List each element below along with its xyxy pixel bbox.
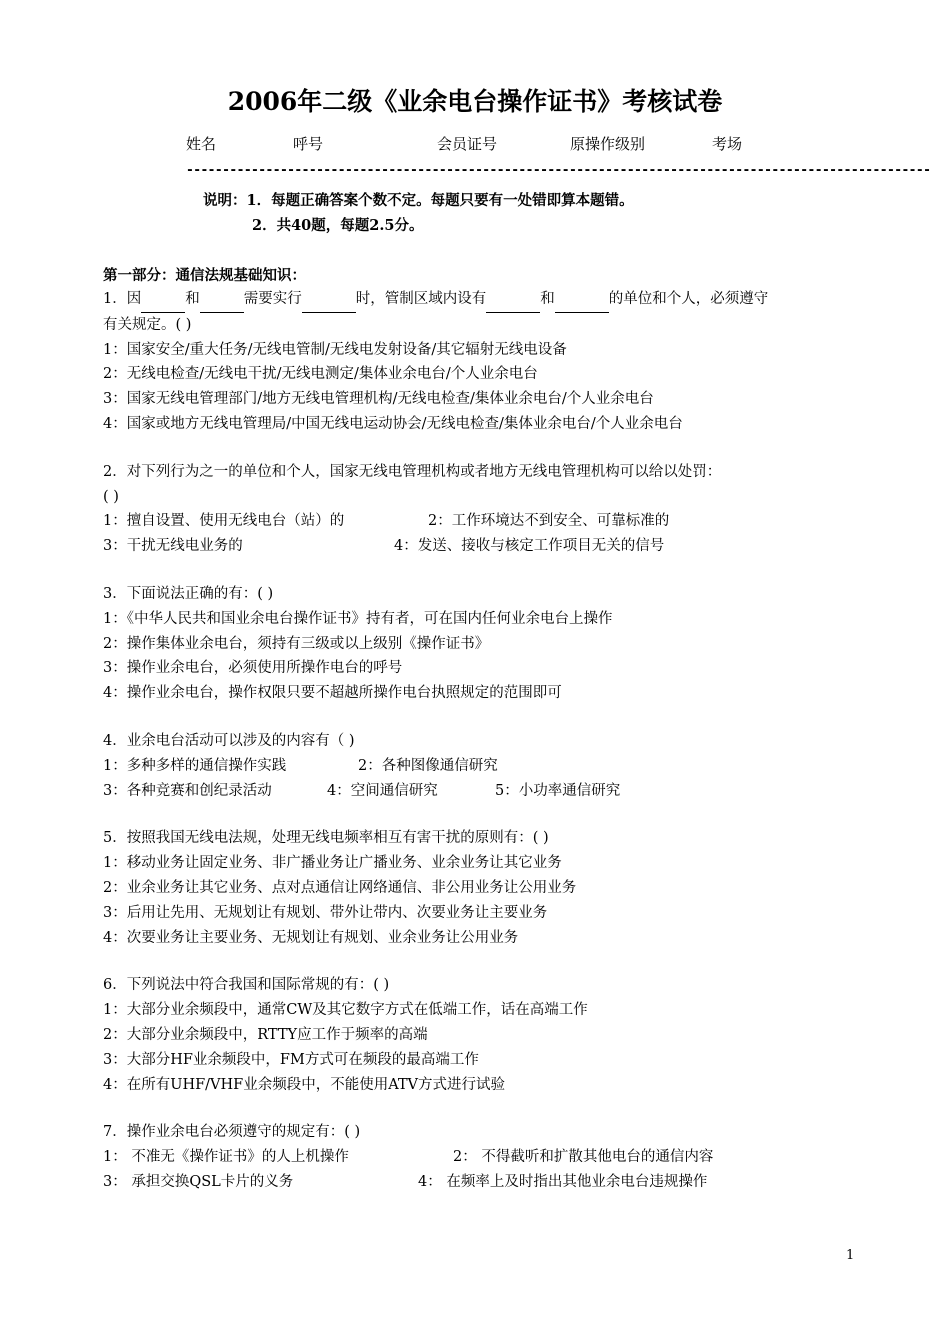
question-1-stem [103,287,863,313]
q1-text-d: 时，管制区域内设有 [355,291,487,307]
q1-option-3: 3：国家无线电管理部门/地方无线电管理机构/无线电检查/集体业余电台/个人业余电台 [103,391,654,408]
q4-option-1: 1：多种多样的通信操作实践 [103,757,287,774]
question-2 [103,460,863,559]
q1-text-c: 需要实行 [243,291,302,307]
q2-options-row-1 [103,509,863,534]
q3-option-1: 1：《中华人民共和国业余电台操作证书》持有者，可在国内任何业余电台上操作 [103,610,613,627]
field-name-label: 姓名 [186,135,217,153]
q7-option-1: 1： 不准无《操作证书》的人上机操作 [103,1149,349,1166]
question-1 [103,287,863,437]
page-number: 1 [846,1248,855,1263]
q7-options-row-2 [103,1170,863,1195]
q5-option-4: 4：次要业务让主要业务、无规划让有规划、业余业务让公用业务 [103,929,519,946]
question-5-stem: 5．按照我国无线电法规，处理无线电频率相互有害干扰的原则有：( ) [103,830,549,847]
q6-option-1: 1：大部分业余频段中，通常CW及其它数字方式在低端工作，话在高端工作 [103,1002,588,1019]
q1-text-f: 的单位和个人，必须遵守 [608,291,769,307]
question-2-paren: ( ) [103,488,119,505]
blank-3 [302,287,356,313]
questions-area [103,287,863,1218]
q4-option-5: 5：小功率通信研究 [495,782,621,799]
question-7 [103,1120,863,1194]
question-3-stem: 3．下面说法正确的有：( ) [103,585,274,602]
q7-option-4: 4： 在频率上及时指出其他业余电台违规操作 [418,1173,708,1190]
q2-option-4: 4：发送、接收与核定工作项目无关的信号 [394,538,665,555]
exam-title: 2006年二级《业余电台操作证书》考核试卷 [227,87,723,116]
q5-option-3: 3：后用让先用、无规划让有规划、带外让带内、次要业务让主要业务 [103,904,548,921]
q4-options-row-2 [103,779,863,804]
question-3 [103,582,863,706]
question-5 [103,826,863,950]
blank-1 [141,287,185,313]
blank-4 [486,287,540,313]
q3-option-2: 2：操作集体业余电台，须持有三级或以上级别《操作证书》 [103,635,490,652]
instructions-line-2: 2．共40题，每题2.5分。 [252,217,424,234]
q1-text-a: 1．因 [103,291,142,307]
q5-option-2: 2：业余业务让其它业务、点对点通信让网络通信、非公用业务让公用业务 [103,879,577,896]
section-heading: 第一部分：通信法规基础知识： [103,267,306,284]
q1-text-b: 和 [185,291,200,307]
q6-option-2: 2：大部分业余频段中，RTTY应工作于频率的高端 [103,1026,428,1043]
question-4-stem: 4．业余电台活动可以涉及的内容有（ ) [103,732,355,749]
q7-option-3: 3： 承担交换QSL卡片的义务 [103,1173,294,1190]
q5-option-1: 1：移动业务让固定业务、非广播业务让广播业务、业余业务让其它业务 [103,855,562,872]
question-7-stem: 7．操作业余电台必须遵守的规定有：( ) [103,1124,361,1141]
q2-option-2: 2：工作环境达不到安全、可靠标准的 [428,513,670,530]
question-4 [103,729,863,803]
field-exam-room-label: 考场 [712,135,743,153]
q3-option-3: 3：操作业余电台，必须使用所操作电台的呼号 [103,660,403,677]
q4-option-3: 3：各种竞赛和创纪录活动 [103,782,272,799]
blank-5 [555,287,609,313]
q1-option-2: 2：无线电检查/无线电干扰/无线电测定/集体业余电台/个人业余电台 [103,366,538,383]
q7-options-row-1 [103,1145,863,1170]
q7-option-2: 2： 不得截听和扩散其他电台的通信内容 [453,1149,714,1166]
q1-option-4: 4：国家或地方无线电管理局/中国无线电运动协会/无线电检查/集体业余电台/个人业余电台 [103,415,683,432]
question-2-stem: 2．对下列行为之一的单位和个人，国家无线电管理机构或者地方无线电管理机构可以给以处罚： [103,463,722,480]
q3-option-4: 4：操作业余电台，操作权限只要不超越所操作电台执照规定的范围即可 [103,685,562,702]
q6-option-3: 3：大部分HF业余频段中，FM方式可在频段的最高端工作 [103,1051,479,1068]
q2-option-3: 3：干扰无线电业务的 [103,538,243,555]
q2-option-1: 1：擅自设置、使用无线电台（站）的 [103,513,345,530]
question-1-stem-cont: 有关规定。( ) [103,316,192,333]
question-6 [103,973,863,1097]
field-original-level-label: 原操作级别 [570,135,646,153]
q4-option-2: 2：各种图像通信研究 [358,757,498,774]
q1-text-e: 和 [540,291,555,307]
separator-line: ------------------------------------------------------------------------------------------------------- [186,163,931,178]
q1-option-1: 1：国家安全/重大任务/无线电管制/无线电发射设备/其它辐射无线电设备 [103,341,567,358]
instructions-line-1: 说明：1．每题正确答案个数不定。每题只要有一处错即算本题错。 [203,192,634,209]
field-callsign-label: 呼号 [293,135,324,153]
q4-option-4: 4：空间通信研究 [327,782,438,799]
q4-options-row-1 [103,754,863,779]
question-6-stem: 6．下列说法中符合我国和国际常规的有：( ) [103,977,390,994]
q2-options-row-2 [103,534,863,559]
blank-2 [200,287,244,313]
q6-option-4: 4：在所有UHF/VHF业余频段中，不能使用ATV方式进行试验 [103,1076,506,1093]
field-member-id-label: 会员证号 [437,135,498,153]
